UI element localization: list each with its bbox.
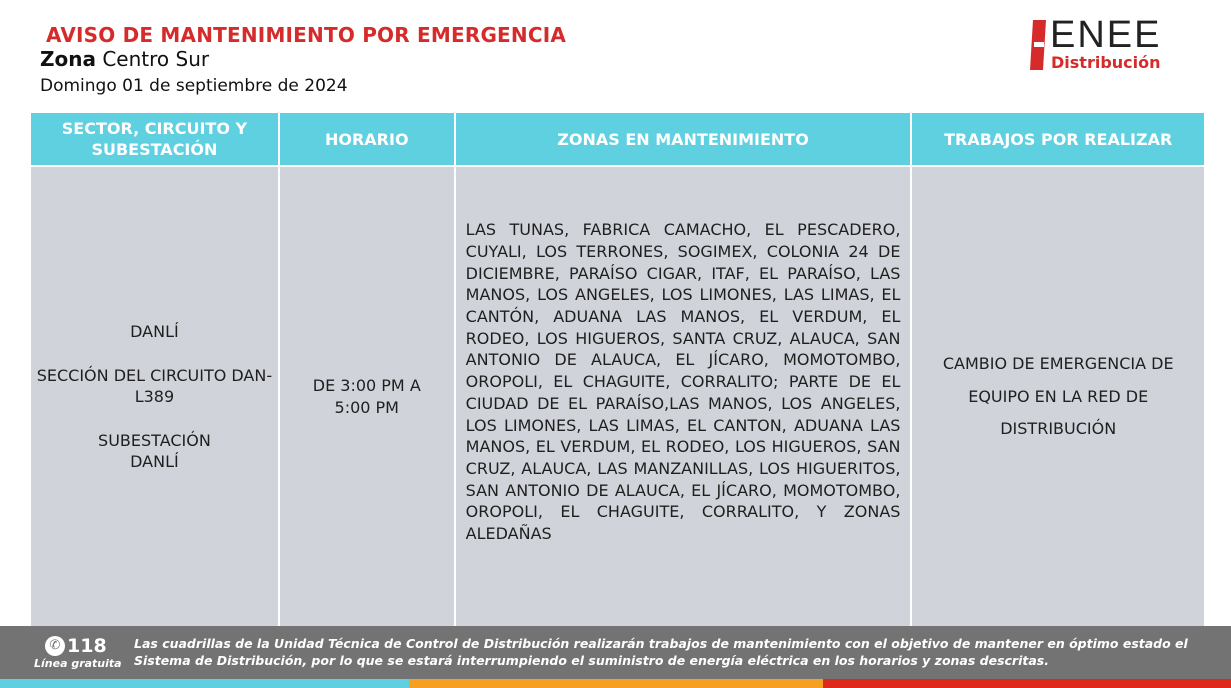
logo-mark-icon [1030, 20, 1046, 70]
zone-title [40, 47, 209, 71]
zone-title-bold: Zona [40, 47, 96, 71]
zone-title-rest: Centro Sur [95, 47, 210, 71]
cell-sector [31, 167, 278, 627]
hotline-number: 118 [67, 635, 107, 657]
table-row [31, 167, 1204, 627]
sector-name: DANLÍ [130, 322, 179, 342]
cell-horario [280, 167, 454, 627]
logo-subtitle: Distribución [1051, 53, 1161, 72]
header-trabajos: TRABAJOS POR REALIZAR [912, 113, 1204, 165]
footer-notice: Las cuadrillas de la Unidad Técnica de Control de Distribución realizarán trabajos de mantenimiento con el objetivo de mantener en óptimo estado el Sistema de Distribución, por lo que se estará interrumpiendo el suministro de energía eléctrica en los horarios y zonas descritas. [134, 636, 1188, 668]
schedule-text: DE 3:00 PM A 5:00 PM [312, 376, 421, 417]
substation-name: SUBESTACIÓN DANLÍ [98, 430, 211, 472]
work-description: CAMBIO DE EMERGENCIA DE EQUIPO EN LA RED DE DISTRIBUCIÓN [942, 354, 1174, 439]
stripe-cyan [0, 679, 409, 688]
hotline-label: Línea gratuita [34, 657, 122, 670]
stripe-red [823, 679, 1231, 688]
cell-zonas [456, 167, 911, 627]
header-horario: HORARIO [280, 113, 454, 165]
circuit-section: SECCIÓN DEL CIRCUITO DAN-L389 [36, 365, 273, 407]
alert-title: AVISO DE MANTENIMIENTO POR EMERGENCIA [46, 23, 567, 47]
notice-date: Domingo 01 de septiembre de 2024 [40, 76, 348, 96]
enee-logo [1030, 14, 1200, 76]
header-sector: SECTOR, CIRCUITO Y SUBESTACIÓN [31, 113, 278, 165]
logo-brand: ENEE [1050, 14, 1162, 56]
stripe-orange [409, 679, 823, 688]
zones-list: LAS TUNAS, FABRICA CAMACHO, EL PESCADERO, CUYALI, LOS TERRONES, SOGIMEX, COLONIA 24 DE DICIEMBRE, PARAÍSO CIGAR, ITAF, EL PARAÍSO, LAS MANOS, LOS ANGELES, LOS LIMONES, LAS LIMAS, EL CANTÓN, ADUANA LAS MANOS, EL VERDUM, EL RODEO, LOS HIGUEROS, SANTA CRUZ, ALAUCA, SAN ANTONIO DE ALAUCA, EL JÍCARO, MOMOTOMBO, OROPOLI, EL CHAGUITE, CORRALITO; PARTE DE EL CIUDAD DE EL PARAÍSO,LAS MANOS, LOS ANGELES, LOS LIMONES, LAS LIMAS, EL CANTON, ADUANA LAS MANOS, EL VERDUM, EL RODEO, LOS HIGUEROS, SAN CRUZ, ALAUCA, LAS MANZANILLAS, LOS HIGUERITOS, SAN ANTONIO DE ALAUCA, EL JÍCARO, MOMOTOMBO, OROPOLI, EL CHAGUITE, CORRALITO, Y ZONAS ALEDAÑAS [465, 220, 901, 544]
phone-icon: ✆ [45, 636, 65, 656]
footer-bar [0, 626, 1231, 679]
maintenance-table [29, 111, 1206, 629]
cell-trabajos [912, 167, 1204, 627]
header-zonas: ZONAS EN MANTENIMIENTO [456, 113, 911, 165]
table-header-row [31, 113, 1204, 165]
